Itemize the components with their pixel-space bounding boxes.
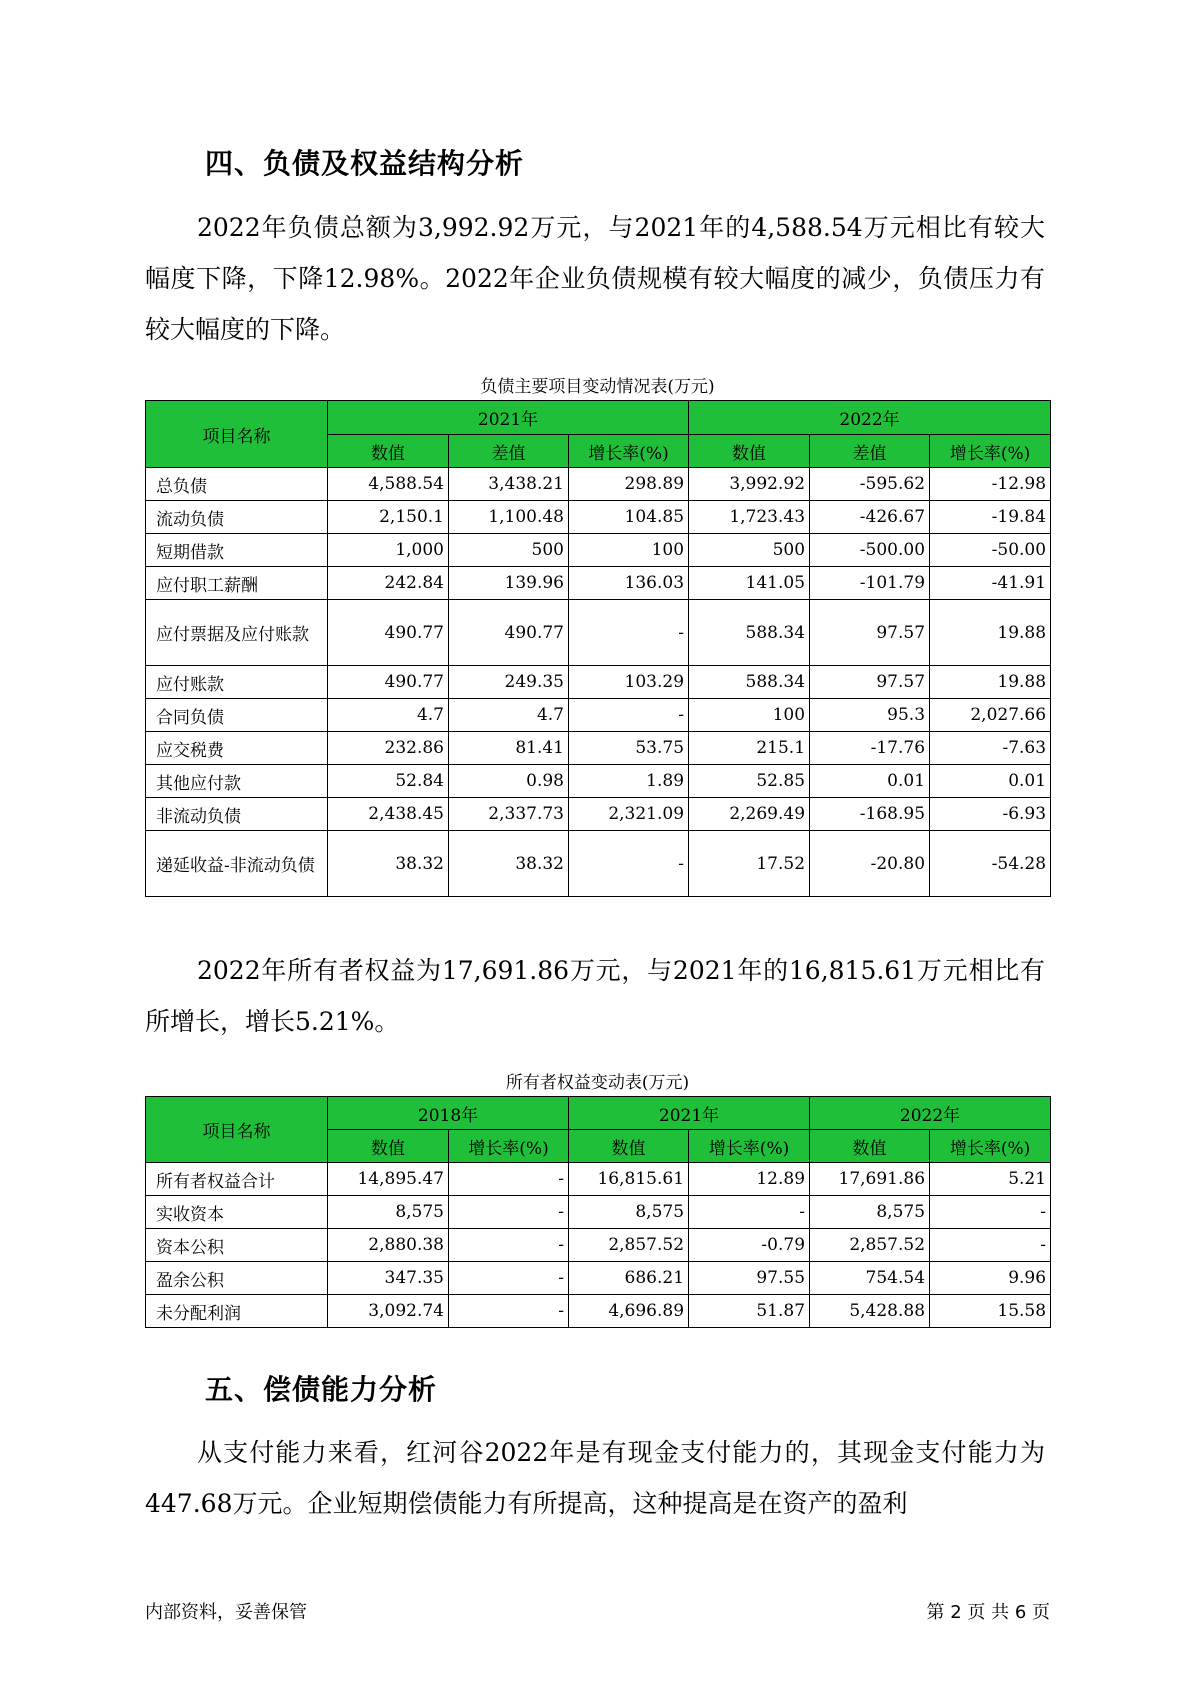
section-title-solvency: 五、偿债能力分析 [205,1373,438,1406]
table-cell: 139.96 [449,567,569,600]
table-cell: -101.79 [810,567,930,600]
table-cell: 104.85 [569,501,689,534]
table-cell: -50.00 [930,534,1051,567]
table-cell: 53.75 [569,732,689,765]
table-cell: 490.77 [328,600,449,666]
table-cell: -41.91 [930,567,1051,600]
table-cell: 2,337.73 [449,798,569,831]
table-cell: 0.01 [810,765,930,798]
table-cell: 2,321.09 [569,798,689,831]
table-cell: 588.34 [689,666,810,699]
table-subheader: 数值 [328,1130,449,1163]
table-cell: - [569,600,689,666]
table-cell: 51.87 [689,1295,810,1328]
table-row [146,1262,1051,1295]
table-cell: - [930,1229,1051,1262]
row-label: 所有者权益合计 [146,1163,328,1196]
table-cell: 17.52 [689,831,810,897]
table-cell: -595.62 [810,468,930,501]
table-cell: -500.00 [810,534,930,567]
table-cell: 103.29 [569,666,689,699]
equity-table [145,1096,1051,1328]
table-row [146,567,1051,600]
row-label: 非流动负债 [146,798,328,831]
table-cell: 2,857.52 [810,1229,930,1262]
table-cell: 242.84 [328,567,449,600]
table-row [146,468,1051,501]
table-cell: -6.93 [930,798,1051,831]
table-cell: 95.3 [810,699,930,732]
table-cell: -7.63 [930,732,1051,765]
table-cell: 0.01 [930,765,1051,798]
table-cell: - [689,1196,810,1229]
table-cell: 3,992.92 [689,468,810,501]
table-cell: - [449,1163,569,1196]
table-subheader: 增长率(%) [689,1130,810,1163]
row-label: 短期借款 [146,534,328,567]
table-cell: 9.96 [930,1262,1051,1295]
table-cell: -20.80 [810,831,930,897]
table-cell: - [930,1196,1051,1229]
table-row [146,1163,1051,1196]
table-cell: - [449,1262,569,1295]
table-cell: 2,438.45 [328,798,449,831]
row-label: 应付职工薪酬 [146,567,328,600]
table-cell: 141.05 [689,567,810,600]
row-label: 实收资本 [146,1196,328,1229]
table-cell: 100 [689,699,810,732]
row-label: 未分配利润 [146,1295,328,1328]
table-caption-equity: 所有者权益变动表(万元) [505,1073,690,1093]
table-row [146,501,1051,534]
footer-confidential-note: 内部资料，妥善保管 [145,1602,307,1623]
table-cell: 8,575 [328,1196,449,1229]
row-label: 流动负债 [146,501,328,534]
table-subheader: 数值 [689,435,810,468]
table-row [146,534,1051,567]
paragraph-equity: 2022年所有者权益为17,691.86万元，与2021年的16,815.61万元相比有所增长，增长5.21%。 [145,956,1045,1036]
table-subheader: 增长率(%) [569,435,689,468]
table-cell: 500 [449,534,569,567]
table-cell: 100 [569,534,689,567]
table-row [146,798,1051,831]
table-cell: 97.55 [689,1262,810,1295]
table-cell: 1,100.48 [449,501,569,534]
table-cell: 52.85 [689,765,810,798]
table-cell: 500 [689,534,810,567]
table-cell: 215.1 [689,732,810,765]
table-subheader: 增长率(%) [449,1130,569,1163]
table-cell: 97.57 [810,600,930,666]
table-cell: 1,723.43 [689,501,810,534]
row-label: 合同负债 [146,699,328,732]
table-cell: 81.41 [449,732,569,765]
table-caption-liabilities: 负债主要项目变动情况表(万元) [480,377,715,397]
table-subheader: 数值 [569,1130,689,1163]
table-cell: 38.32 [449,831,569,897]
row-label: 其他应付款 [146,765,328,798]
table-cell: -168.95 [810,798,930,831]
table-cell: - [449,1196,569,1229]
table-cell: 4.7 [328,699,449,732]
table-cell: 0.98 [449,765,569,798]
row-label: 应交税费 [146,732,328,765]
row-label: 盈余公积 [146,1262,328,1295]
table-cell: 136.03 [569,567,689,600]
table-header-year: 2021年 [328,401,689,435]
table-header-item-name: 项目名称 [146,401,328,468]
table-cell: 15.58 [930,1295,1051,1328]
table-row [146,1295,1051,1328]
table-row [146,1196,1051,1229]
table-cell: 298.89 [569,468,689,501]
table-row [146,765,1051,798]
table-header-year: 2021年 [569,1097,810,1130]
table-cell: 754.54 [810,1262,930,1295]
table-cell: 2,150.1 [328,501,449,534]
table-row [146,1229,1051,1262]
table-cell: 14,895.47 [328,1163,449,1196]
table-cell: 19.88 [930,600,1051,666]
table-cell: - [449,1295,569,1328]
table-row [146,699,1051,732]
table-header-year: 2022年 [689,401,1051,435]
table-cell: 17,691.86 [810,1163,930,1196]
table-cell: 232.86 [328,732,449,765]
row-label: 递延收益-非流动负债 [146,831,328,897]
table-cell: -0.79 [689,1229,810,1262]
table-cell: 2,269.49 [689,798,810,831]
table-row [146,666,1051,699]
table-cell: 490.77 [449,600,569,666]
table-row [146,831,1051,897]
table-row [146,732,1051,765]
paragraph-solvency: 从支付能力来看，红河谷2022年是有现金支付能力的，其现金支付能力为447.68万元。企业短期偿债能力有所提高，这种提高是在资产的盈利 [145,1438,1045,1518]
table-subheader: 增长率(%) [930,1130,1051,1163]
table-cell: -17.76 [810,732,930,765]
table-cell: 19.88 [930,666,1051,699]
table-cell: 5,428.88 [810,1295,930,1328]
table-cell: 1,000 [328,534,449,567]
table-cell: 2,027.66 [930,699,1051,732]
table-cell: 1.89 [569,765,689,798]
row-label: 资本公积 [146,1229,328,1262]
table-cell: 588.34 [689,600,810,666]
table-cell: 4.7 [449,699,569,732]
table-cell: 3,438.21 [449,468,569,501]
table-subheader: 增长率(%) [930,435,1051,468]
table-cell: 8,575 [810,1196,930,1229]
table-cell: 249.35 [449,666,569,699]
table-header-year: 2018年 [328,1097,569,1130]
table-cell: -12.98 [930,468,1051,501]
table-cell: 16,815.61 [569,1163,689,1196]
table-cell: -54.28 [930,831,1051,897]
section-title-liabilities: 四、负债及权益结构分析 [205,147,525,180]
table-cell: 12.89 [689,1163,810,1196]
table-cell: - [569,699,689,732]
row-label: 总负债 [146,468,328,501]
table-header-year: 2022年 [810,1097,1051,1130]
table-cell: 4,588.54 [328,468,449,501]
table-subheader: 数值 [328,435,449,468]
table-cell: 2,857.52 [569,1229,689,1262]
table-cell: 5.21 [930,1163,1051,1196]
table-subheader: 差值 [449,435,569,468]
table-cell: - [449,1229,569,1262]
table-cell: 347.35 [328,1262,449,1295]
table-cell: 686.21 [569,1262,689,1295]
table-cell: 8,575 [569,1196,689,1229]
table-subheader: 数值 [810,1130,930,1163]
table-cell: 38.32 [328,831,449,897]
table-cell: 3,092.74 [328,1295,449,1328]
row-label: 应付票据及应付账款 [146,600,328,666]
paragraph-liabilities: 2022年负债总额为3,992.92万元，与2021年的4,588.54万元相比有较大幅度下降，下降12.98%。2022年企业负债规模有较大幅度的减少，负债压力有较大幅度的下降。 [145,213,1045,344]
liabilities-table [145,400,1051,897]
table-cell: 2,880.38 [328,1229,449,1262]
table-subheader: 差值 [810,435,930,468]
table-header-item-name: 项目名称 [146,1097,328,1163]
table-cell: 490.77 [328,666,449,699]
table-cell: 97.57 [810,666,930,699]
table-row [146,600,1051,666]
table-cell: -19.84 [930,501,1051,534]
footer-page-number: 第 2 页 共 6 页 [926,1602,1050,1623]
table-cell: 4,696.89 [569,1295,689,1328]
table-cell: -426.67 [810,501,930,534]
table-cell: - [569,831,689,897]
table-cell: 52.84 [328,765,449,798]
row-label: 应付账款 [146,666,328,699]
